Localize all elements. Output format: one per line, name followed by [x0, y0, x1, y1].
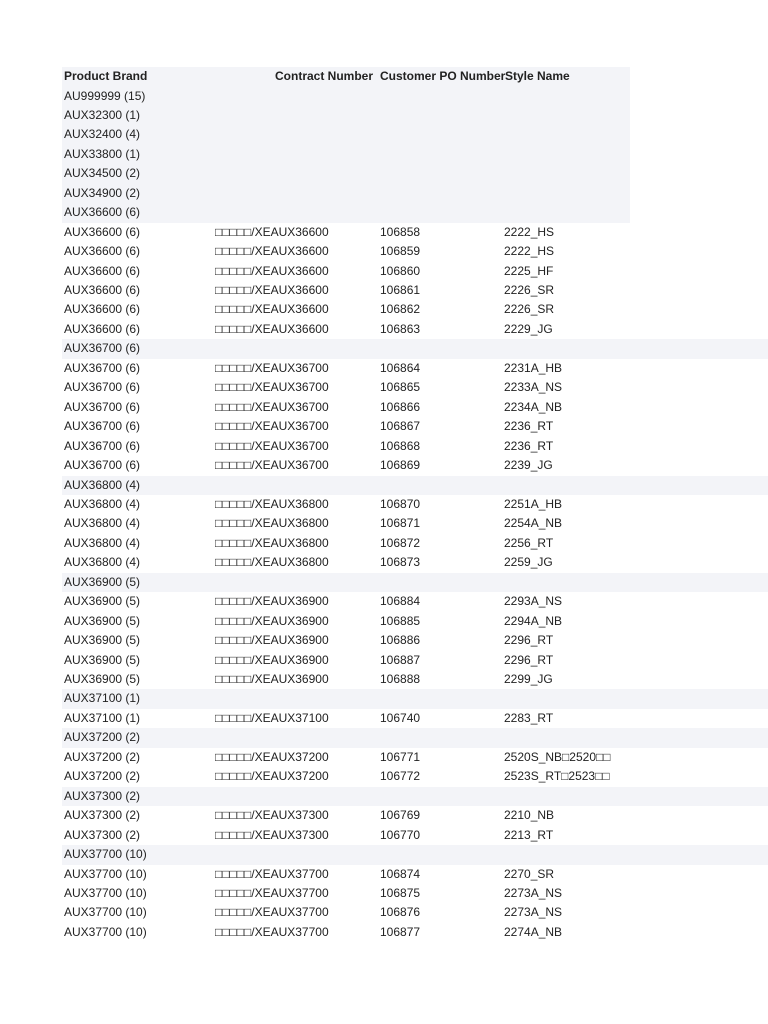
cell-customer-po-number[interactable]: 106863 — [380, 321, 421, 336]
cell-product-brand[interactable]: AUX32300 (1) — [64, 107, 141, 122]
cell-customer-po-number[interactable]: 106864 — [380, 360, 421, 375]
cell-product-brand[interactable]: AUX36800 (4) — [64, 496, 141, 511]
cell-product-brand[interactable]: AUX36900 (5) — [64, 672, 141, 686]
header-style-name[interactable]: Style Name — [505, 69, 570, 83]
cell-product-brand[interactable]: AUX37200 (2) — [64, 749, 141, 764]
cell-product-brand[interactable]: AUX36700 (6) — [64, 360, 141, 375]
cell-contract-number[interactable]: □□□□□/XEAUX36700 — [215, 360, 329, 375]
cell-contract-number[interactable]: □□□□□/XEAUX36600 — [215, 263, 329, 278]
cell-product-brand[interactable]: AUX36700 (6) — [64, 458, 141, 473]
cell-product-brand[interactable]: AUX37300 (2) — [64, 827, 141, 842]
group-row[interactable] — [62, 125, 630, 145]
cell-product-brand[interactable]: AUX36600 (6) — [64, 302, 141, 317]
group-row[interactable] — [62, 476, 768, 496]
cell-product-brand[interactable]: AUX36800 (4) — [64, 516, 141, 531]
cell-product-brand[interactable]: AUX37700 (10) — [64, 847, 147, 862]
cell-customer-po-number[interactable]: 106875 — [380, 885, 421, 900]
cell-contract-number[interactable]: □□□□□/XEAUX36700 — [215, 380, 329, 395]
cell-product-brand[interactable]: AUX37700 (10) — [64, 905, 147, 920]
table-header-row — [62, 67, 630, 87]
cell-customer-po-number[interactable]: 106888 — [380, 672, 421, 686]
cell-product-brand[interactable]: AUX36700 (6) — [64, 341, 141, 356]
cell-style-name[interactable]: 2274A_NB — [504, 924, 563, 939]
cell-product-brand[interactable]: AUX37300 (2) — [64, 788, 141, 803]
cell-product-brand[interactable]: AUX34900 (2) — [64, 185, 141, 200]
cell-contract-number[interactable]: □□□□□/XEAUX36900 — [215, 594, 329, 609]
cell-product-brand[interactable]: AUX36700 (6) — [64, 419, 141, 434]
cell-customer-po-number[interactable]: 106772 — [380, 769, 421, 784]
cell-product-brand[interactable]: AUX36700 (6) — [64, 438, 141, 453]
cell-customer-po-number[interactable]: 106886 — [380, 633, 421, 648]
cell-contract-number[interactable]: □□□□□/XEAUX37700 — [215, 885, 329, 900]
cell-customer-po-number[interactable]: 106884 — [380, 594, 421, 609]
cell-product-brand[interactable]: AUX36800 (4) — [64, 535, 141, 550]
group-row[interactable] — [62, 573, 768, 593]
cell-product-brand[interactable]: AUX37100 (1) — [64, 710, 141, 725]
cell-style-name[interactable]: 2236_RT — [504, 438, 554, 453]
cell-contract-number[interactable]: □□□□□/XEAUX37200 — [215, 769, 329, 784]
group-row[interactable] — [62, 203, 630, 223]
cell-contract-number[interactable]: □□□□□/XEAUX36600 — [215, 224, 329, 239]
cell-style-name[interactable]: 2233A_NS — [504, 380, 563, 395]
cell-style-name[interactable]: 2520S_NB□2520□□ — [504, 749, 611, 764]
cell-customer-po-number[interactable]: 106861 — [380, 283, 421, 297]
group-row[interactable] — [62, 106, 630, 126]
cell-customer-po-number[interactable]: 106866 — [380, 399, 421, 414]
cell-style-name[interactable]: 2293A_NS — [504, 594, 563, 609]
cell-style-name[interactable]: 2210_NB — [504, 808, 555, 823]
cell-style-name[interactable]: 2523S_RT□2523□□ — [504, 769, 610, 784]
cell-contract-number[interactable]: □□□□□/XEAUX36800 — [215, 496, 329, 511]
cell-style-name[interactable]: 2296_RT — [504, 633, 554, 648]
cell-customer-po-number[interactable]: 106771 — [380, 749, 421, 764]
cell-style-name[interactable]: 2222_HS — [504, 244, 555, 259]
cell-customer-po-number[interactable]: 106887 — [380, 652, 421, 667]
cell-style-name[interactable]: 2259_JG — [504, 555, 553, 570]
cell-style-name[interactable]: 2294A_NB — [504, 613, 563, 628]
cell-style-name[interactable]: 2234A_NB — [504, 399, 563, 414]
cell-contract-number[interactable]: □□□□□/XEAUX36800 — [215, 535, 329, 550]
cell-contract-number[interactable]: □□□□□/XEAUX36800 — [215, 555, 329, 570]
cell-product-brand[interactable]: AUX36900 (5) — [64, 574, 141, 589]
cell-contract-number[interactable]: □□□□□/XEAUX36900 — [215, 613, 329, 628]
cell-contract-number[interactable]: □□□□□/XEAUX37700 — [215, 924, 329, 939]
header-product-brand[interactable]: Product Brand — [64, 69, 148, 83]
cell-customer-po-number[interactable]: 106740 — [380, 710, 421, 725]
cell-contract-number[interactable]: □□□□□/XEAUX37300 — [215, 808, 329, 823]
group-row[interactable] — [62, 845, 768, 865]
cell-product-brand[interactable]: AUX36900 (5) — [64, 652, 141, 667]
cell-contract-number[interactable]: □□□□□/XEAUX36700 — [215, 438, 329, 453]
cell-product-brand[interactable]: AUX32400 (4) — [64, 127, 141, 142]
cell-style-name[interactable]: 2213_RT — [504, 827, 554, 842]
cell-product-brand[interactable]: AUX36900 (5) — [64, 633, 141, 648]
group-row[interactable] — [62, 184, 630, 204]
cell-style-name[interactable]: 2256_RT — [504, 535, 554, 550]
cell-product-brand[interactable]: AUX37700 (10) — [64, 866, 147, 881]
group-row[interactable] — [62, 145, 630, 165]
cell-customer-po-number[interactable]: 106770 — [380, 827, 421, 842]
group-row[interactable] — [62, 164, 630, 184]
group-row[interactable] — [62, 689, 768, 709]
cell-customer-po-number[interactable]: 106885 — [380, 613, 421, 628]
cell-contract-number[interactable]: □□□□□/XEAUX36900 — [215, 672, 329, 686]
cell-contract-number[interactable]: □□□□□/XEAUX37300 — [215, 827, 329, 842]
cell-product-brand[interactable]: AUX36800 (4) — [64, 555, 141, 570]
cell-contract-number[interactable]: □□□□□/XEAUX36900 — [215, 633, 329, 648]
cell-customer-po-number[interactable]: 106858 — [380, 224, 421, 239]
cell-style-name[interactable]: 2222_HS — [504, 224, 555, 239]
cell-product-brand[interactable]: AUX37700 (10) — [64, 885, 147, 900]
cell-product-brand[interactable]: AUX36900 (5) — [64, 594, 141, 609]
group-row[interactable] — [62, 339, 768, 359]
cell-product-brand[interactable]: AUX37200 (2) — [64, 730, 141, 745]
cell-product-brand[interactable]: AUX36900 (5) — [64, 613, 141, 628]
cell-product-brand[interactable]: AUX36600 (6) — [64, 263, 141, 278]
cell-product-brand[interactable]: AUX36700 (6) — [64, 380, 141, 395]
cell-customer-po-number[interactable]: 106873 — [380, 555, 421, 570]
cell-customer-po-number[interactable]: 106860 — [380, 263, 421, 278]
cell-customer-po-number[interactable]: 106865 — [380, 380, 421, 395]
cell-style-name[interactable]: 2239_JG — [504, 458, 553, 473]
cell-product-brand[interactable]: AUX36600 (6) — [64, 244, 141, 259]
cell-style-name[interactable]: 2226_SR — [504, 283, 555, 297]
cell-style-name[interactable]: 2299_JG — [504, 672, 553, 686]
cell-product-brand[interactable]: AU999999 (15) — [64, 88, 146, 103]
cell-product-brand[interactable]: AUX36700 (6) — [64, 399, 141, 414]
cell-customer-po-number[interactable]: 106874 — [380, 866, 421, 881]
cell-contract-number[interactable]: □□□□□/XEAUX36900 — [215, 652, 329, 667]
cell-customer-po-number[interactable]: 106769 — [380, 808, 421, 823]
cell-product-brand[interactable]: AUX37700 (10) — [64, 924, 147, 939]
cell-contract-number[interactable]: □□□□□/XEAUX36600 — [215, 244, 329, 259]
cell-product-brand[interactable]: AUX37100 (1) — [64, 691, 141, 706]
cell-style-name[interactable]: 2296_RT — [504, 652, 554, 667]
cell-product-brand[interactable]: AUX36600 (6) — [64, 205, 141, 220]
cell-contract-number[interactable]: □□□□□/XEAUX36800 — [215, 516, 329, 531]
group-row[interactable] — [62, 728, 768, 748]
cell-style-name[interactable]: 2273A_NS — [504, 905, 563, 920]
cell-contract-number[interactable]: □□□□□/XEAUX36700 — [215, 399, 329, 414]
cell-contract-number[interactable]: □□□□□/XEAUX36600 — [215, 302, 329, 317]
cell-product-brand[interactable]: AUX36600 (6) — [64, 224, 141, 239]
cell-contract-number[interactable]: □□□□□/XEAUX37200 — [215, 749, 329, 764]
cell-contract-number[interactable]: □□□□□/XEAUX36700 — [215, 419, 329, 434]
cell-style-name[interactable]: 2254A_NB — [504, 516, 563, 531]
cell-product-brand[interactable]: AUX34500 (2) — [64, 166, 141, 181]
cell-product-brand[interactable]: AUX36800 (4) — [64, 477, 141, 492]
cell-contract-number[interactable]: □□□□□/XEAUX37700 — [215, 866, 329, 881]
cell-style-name[interactable]: 2231A_HB — [504, 360, 563, 375]
header-contract-number[interactable]: Contract Number — [275, 69, 374, 83]
cell-style-name[interactable]: 2270_SR — [504, 866, 555, 881]
cell-contract-number[interactable]: □□□□□/XEAUX36600 — [215, 321, 329, 336]
cell-product-brand[interactable]: AUX36600 (6) — [64, 321, 141, 336]
cell-customer-po-number[interactable]: 106859 — [380, 244, 421, 259]
cell-customer-po-number[interactable]: 106868 — [380, 438, 421, 453]
cell-style-name[interactable]: 2251A_HB — [504, 496, 563, 511]
cell-customer-po-number[interactable]: 106869 — [380, 458, 421, 473]
cell-contract-number[interactable]: □□□□□/XEAUX37700 — [215, 905, 329, 920]
cell-product-brand[interactable]: AUX37200 (2) — [64, 769, 141, 784]
cell-style-name[interactable]: 2236_RT — [504, 419, 554, 434]
cell-style-name[interactable]: 2226_SR — [504, 302, 555, 317]
cell-customer-po-number[interactable]: 106862 — [380, 302, 421, 317]
cell-customer-po-number[interactable]: 106876 — [380, 905, 421, 920]
cell-style-name[interactable]: 2273A_NS — [504, 885, 563, 900]
cell-product-brand[interactable]: AUX36600 (6) — [64, 283, 141, 297]
cell-style-name[interactable]: 2283_RT — [504, 710, 554, 725]
group-row[interactable] — [62, 87, 630, 107]
cell-style-name[interactable]: 2229_JG — [504, 321, 553, 336]
cell-customer-po-number[interactable]: 106877 — [380, 924, 421, 939]
cell-customer-po-number[interactable]: 106871 — [380, 516, 421, 531]
cell-contract-number[interactable]: □□□□□/XEAUX36600 — [215, 283, 329, 297]
cell-customer-po-number[interactable]: 106872 — [380, 535, 421, 550]
cell-contract-number[interactable]: □□□□□/XEAUX37100 — [215, 710, 329, 725]
cell-product-brand[interactable]: AUX33800 (1) — [64, 146, 141, 161]
cell-customer-po-number[interactable]: 106870 — [380, 496, 421, 511]
cell-contract-number[interactable]: □□□□□/XEAUX36700 — [215, 458, 329, 473]
header-customer-po-number[interactable]: Customer PO Number — [380, 69, 506, 83]
cell-style-name[interactable]: 2225_HF — [504, 263, 554, 278]
cell-product-brand[interactable]: AUX37300 (2) — [64, 808, 141, 823]
group-row[interactable] — [62, 787, 768, 807]
cell-customer-po-number[interactable]: 106867 — [380, 419, 421, 434]
